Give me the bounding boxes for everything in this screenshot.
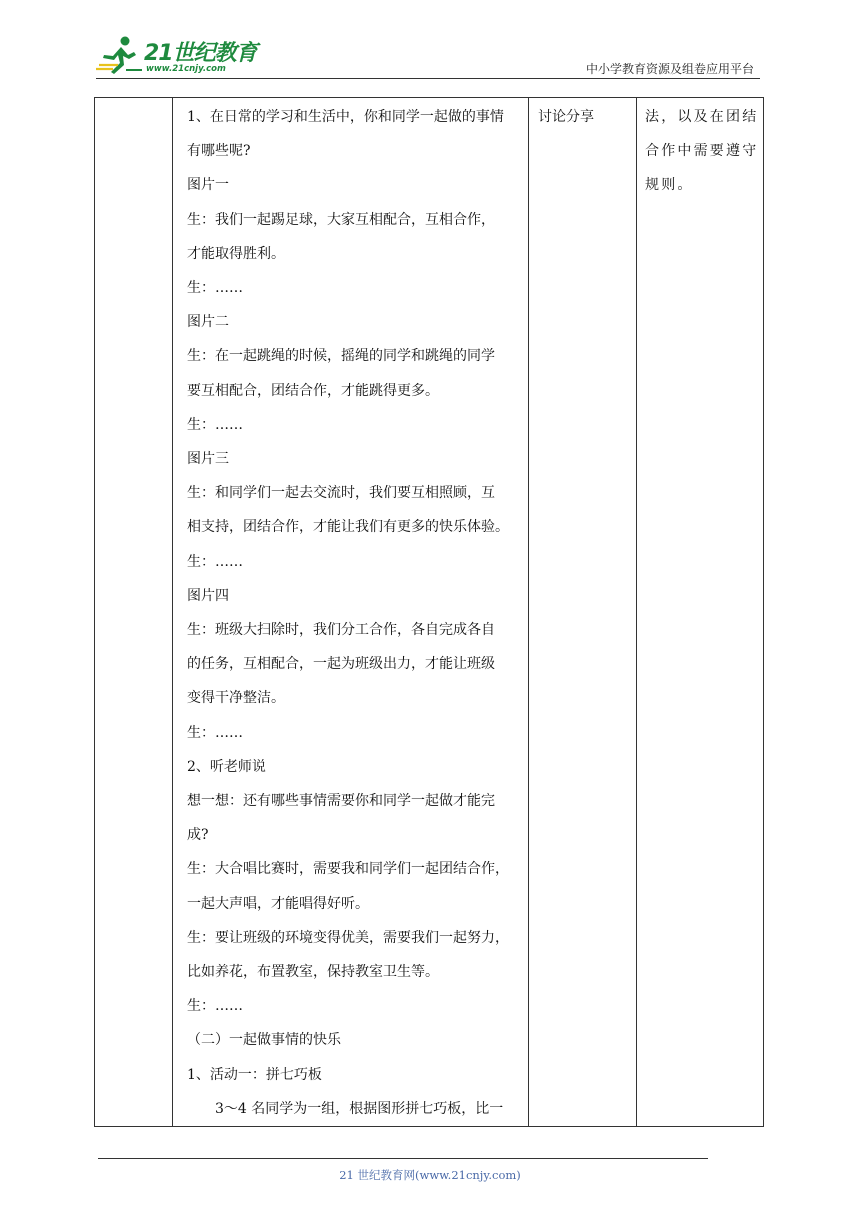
text-line: 1、活动一：拼七巧板: [187, 1066, 322, 1083]
text-line: 成?: [187, 827, 209, 844]
teaching-process-cell: [173, 98, 529, 1127]
text-line: 生：……: [187, 724, 243, 741]
text-line: 生：……: [187, 416, 243, 433]
logo-url: www.21cnjy.com: [146, 64, 226, 74]
text-line: 想一想：还有哪些事情需要你和同学一起做才能完: [187, 793, 495, 810]
text-line: 的任务，互相配合，一起为班级出力，才能让班级: [187, 656, 495, 673]
text-line: 规则。: [645, 177, 694, 194]
footer-divider: [98, 1158, 708, 1159]
text-line: 法，以及在团结: [645, 109, 759, 125]
text-line: 生：大合唱比赛时，需要我和同学们一起团结合作，: [187, 861, 509, 878]
text-line: 生：我们一起踢足球，大家互相配合，互相合作，: [187, 211, 495, 228]
footer-link[interactable]: 21 世纪教育网(www.21cnjy.com): [339, 1168, 521, 1182]
text-line: 变得干净整洁。: [187, 690, 285, 707]
logo-text: 21世纪教育: [144, 41, 257, 66]
platform-title: 中小学教育资源及组卷应用平台: [585, 62, 754, 76]
text-line: （二）一起做事情的快乐: [187, 1032, 341, 1049]
text-line: 一起大声唱，才能唱得好听。: [187, 895, 369, 912]
text-line: 生：……: [187, 280, 243, 297]
text-line: 才能取得胜利。: [187, 245, 285, 262]
intent-text: [637, 98, 763, 203]
student-activity-cell: [529, 98, 637, 1127]
table-row: [95, 98, 764, 1127]
text-line: 2、听老师说: [187, 758, 266, 775]
text-line: 生：在一起跳绳的时候，摇绳的同学和跳绳的同学: [187, 348, 495, 365]
text-line: 图片四: [187, 587, 229, 604]
text-line: 1、在日常的学习和生活中，你和同学一起做的事情: [187, 109, 504, 125]
page-header: [96, 30, 760, 78]
site-logo[interactable]: [96, 34, 271, 78]
activity-text: 讨论分享: [538, 109, 594, 125]
text-line: 要互相配合，团结合作，才能跳得更多。: [187, 382, 439, 399]
empty-cell: [95, 98, 173, 1127]
text-line: 比如养花，布置教室，保持教室卫生等。: [187, 964, 439, 981]
text-line: 生：……: [187, 553, 243, 570]
text-line: 图片一: [187, 177, 229, 194]
text-line: 图片三: [187, 451, 229, 468]
runner-logo-icon: [96, 34, 144, 76]
text-line: 生：……: [187, 998, 243, 1015]
lesson-table: [94, 97, 764, 1127]
header-divider: [96, 78, 760, 79]
text-line: 合作中需要遵守: [645, 143, 759, 160]
text-line: 图片二: [187, 314, 229, 331]
text-line: 3～4 名同学为一组，根据图形拼七巧板，比一: [215, 1100, 504, 1117]
text-line: 生：和同学们一起去交流时，我们要互相照顾，互: [187, 485, 495, 502]
text-line: 生：班级大扫除时，我们分工合作，各自完成各自: [187, 622, 495, 639]
design-intent-cell: [637, 98, 764, 1127]
text-line: 相支持，团结合作，才能让我们有更多的快乐体验。: [187, 519, 509, 536]
process-text: [173, 98, 528, 1126]
text-line: 有哪些呢?: [187, 143, 251, 160]
text-line: 生：要让班级的环境变得优美，需要我们一起努力，: [187, 929, 509, 946]
